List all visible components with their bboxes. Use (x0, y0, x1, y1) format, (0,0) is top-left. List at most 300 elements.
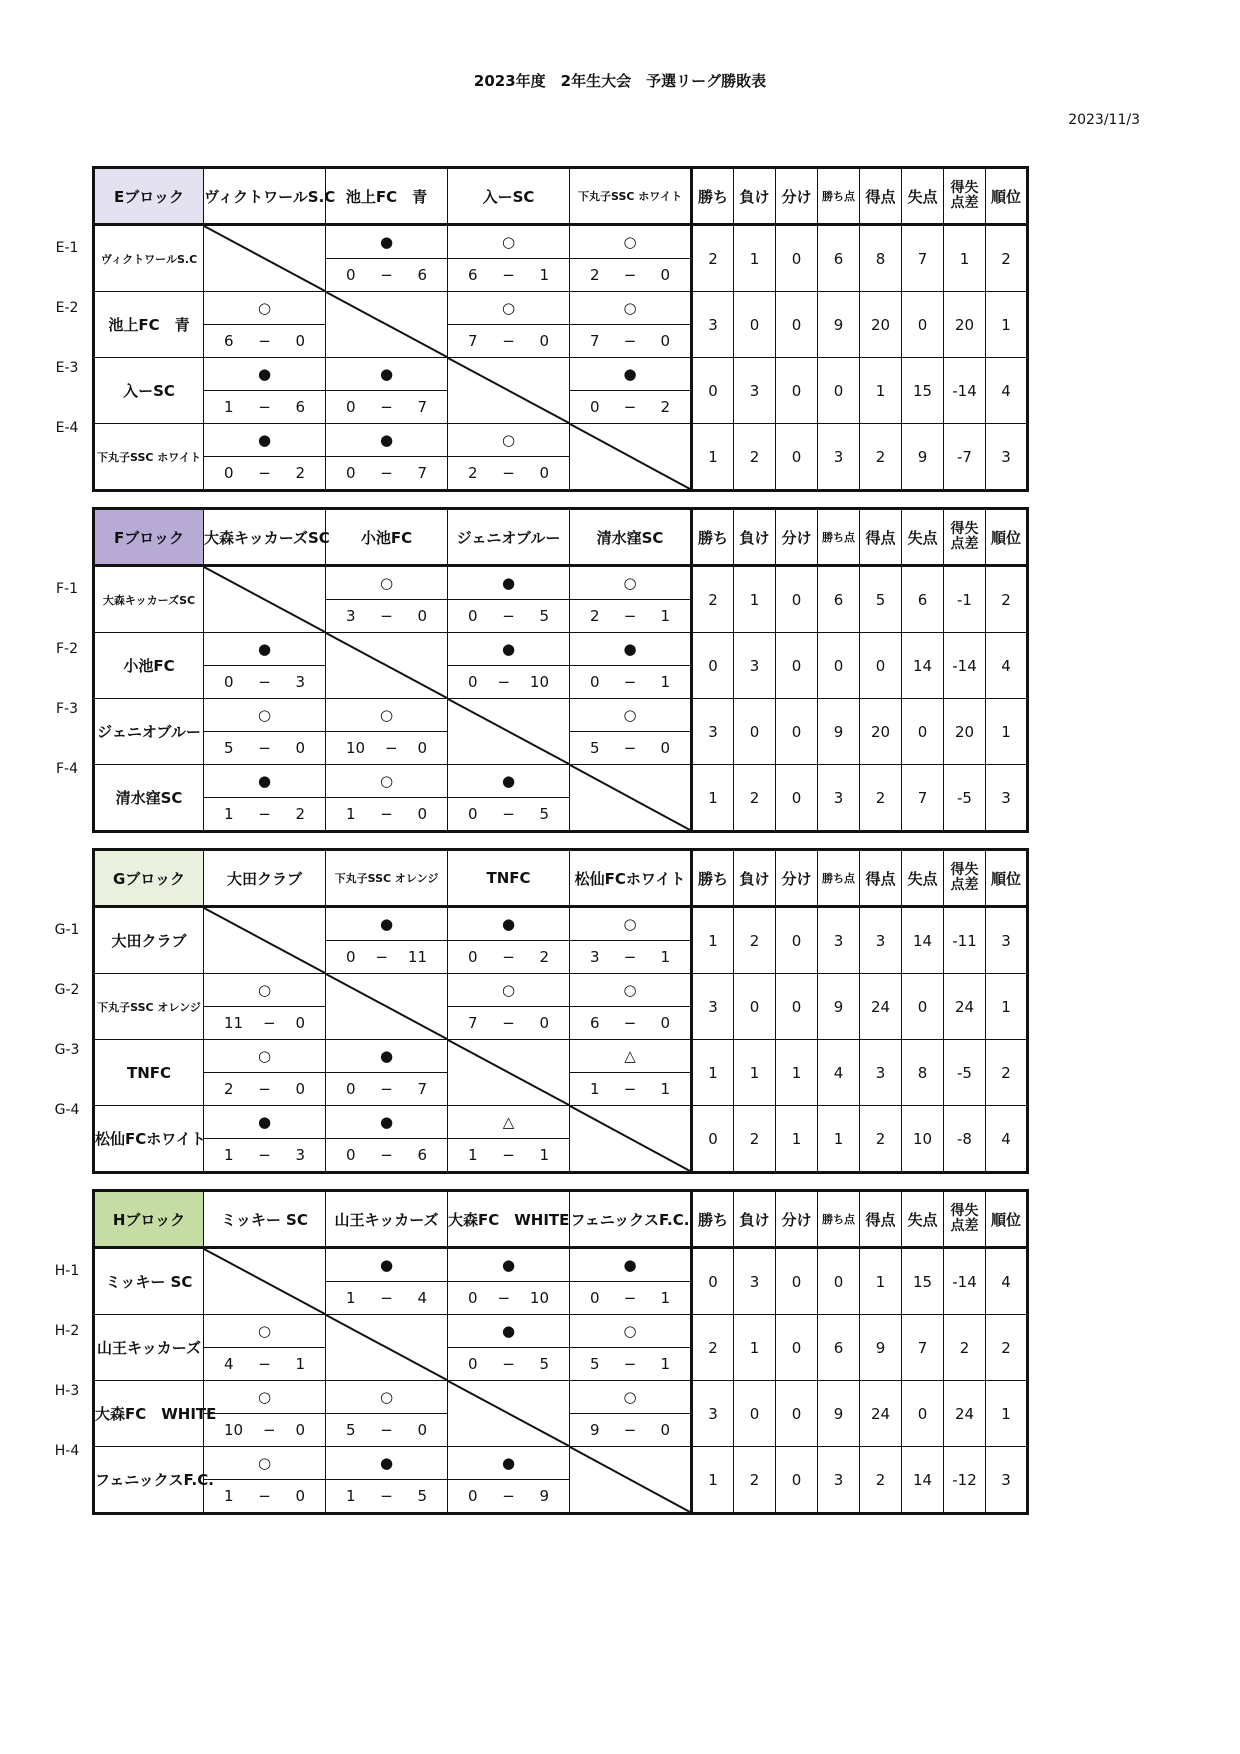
stat-value: 0 (818, 358, 860, 424)
stat-header: 分け (776, 1191, 818, 1248)
stat-value: 20 (860, 699, 902, 765)
stat-header: 勝ち点 (818, 168, 860, 225)
row-team-name: ヴィクトワールS.C (94, 225, 204, 292)
stat-value: 3 (734, 1248, 776, 1315)
stat-value: 4 (986, 633, 1028, 699)
diagonal-cell (448, 358, 570, 424)
score-values (448, 266, 569, 284)
stat-value: 15 (902, 1248, 944, 1315)
score-for: 5 (224, 739, 234, 757)
row-team-name: 小池FC (94, 633, 204, 699)
match-result: ● (326, 358, 448, 391)
stat-value: 0 (860, 633, 902, 699)
team-header: 清水窪SC (570, 509, 692, 566)
match-score (326, 1480, 448, 1514)
match-result: ● (326, 907, 448, 941)
stat-value: 3 (692, 974, 734, 1040)
stat-value: 0 (776, 1248, 818, 1315)
score-against: 0 (539, 332, 549, 350)
score-values (448, 1146, 569, 1164)
row-label: F-2 (55, 641, 78, 657)
match-result: ○ (570, 292, 692, 325)
score-against: 2 (660, 398, 670, 416)
match-score (204, 325, 326, 358)
match-score (448, 325, 570, 358)
team-header: 下丸子SSC オレンジ (326, 850, 448, 907)
score-dash: − (623, 332, 637, 350)
stat-header: 勝ち点 (818, 509, 860, 566)
score-values (326, 805, 447, 823)
score-values (570, 1080, 690, 1098)
stat-header: 失点 (902, 509, 944, 566)
score-for: 1 (224, 1146, 234, 1164)
stat-value: 0 (902, 1381, 944, 1447)
score-for: 1 (224, 1487, 234, 1505)
match-score (326, 798, 448, 832)
score-dash: − (375, 948, 389, 966)
score-dash: − (258, 1080, 271, 1098)
row-label: H-2 (54, 1323, 80, 1339)
score-values (326, 739, 447, 757)
stat-value: 9 (818, 974, 860, 1040)
stat-header: 負け (734, 168, 776, 225)
stat-value: 2 (944, 1315, 986, 1381)
diagonal-cell (326, 292, 448, 358)
row-label: G-2 (54, 982, 80, 998)
stat-value: 0 (776, 633, 818, 699)
score-dash: − (258, 673, 271, 691)
match-score (204, 1073, 326, 1106)
diagonal-cell (326, 974, 448, 1040)
stat-value: 0 (902, 292, 944, 358)
score-values (204, 464, 325, 482)
match-score (326, 732, 448, 765)
score-dash: − (502, 1487, 515, 1505)
score-values (448, 1014, 569, 1032)
score-for: 0 (224, 673, 234, 691)
score-for: 6 (590, 1014, 600, 1032)
score-dash: − (262, 1014, 276, 1032)
stat-value: -5 (944, 765, 986, 832)
stat-value: 9 (902, 424, 944, 491)
match-result: ● (326, 1106, 448, 1139)
stat-value: 3 (692, 1381, 734, 1447)
match-result: ● (326, 1248, 448, 1282)
stat-value: 3 (818, 907, 860, 974)
stat-value: -14 (944, 358, 986, 424)
score-dash: − (623, 607, 637, 625)
score-dash: − (623, 673, 637, 691)
row-team-name: 山王キッカーズ (94, 1315, 204, 1381)
row-label: F-1 (55, 581, 78, 597)
stat-value: 3 (692, 292, 734, 358)
match-result: ○ (570, 907, 692, 941)
match-score (448, 600, 570, 633)
stat-value: 1 (776, 1040, 818, 1106)
league-table (92, 848, 1029, 1174)
match-score (570, 600, 692, 633)
match-score (326, 259, 448, 292)
row-label: H-4 (54, 1443, 80, 1459)
match-result: ○ (326, 765, 448, 798)
score-values (570, 332, 690, 350)
score-for: 1 (224, 398, 234, 416)
score-values (204, 1355, 325, 1373)
score-for: 1 (224, 805, 234, 823)
score-values (204, 1487, 325, 1505)
match-score (204, 732, 326, 765)
stat-value: 1 (986, 699, 1028, 765)
diagonal-cell (204, 566, 326, 633)
match-score (326, 1414, 448, 1447)
stat-value: 0 (902, 974, 944, 1040)
stat-value: 6 (902, 566, 944, 633)
score-against: 6 (295, 398, 305, 416)
diagonal-cell (204, 907, 326, 974)
stat-header: 得点 (860, 509, 902, 566)
stat-value: 0 (776, 424, 818, 491)
score-dash: − (623, 1421, 637, 1439)
stat-header: 得点 (860, 850, 902, 907)
stat-value: 2 (692, 566, 734, 633)
stat-header: 負け (734, 850, 776, 907)
score-against: 1 (660, 948, 670, 966)
score-dash: − (380, 1421, 393, 1439)
stat-header: 分け (776, 168, 818, 225)
score-dash: − (502, 266, 515, 284)
score-dash: − (380, 805, 393, 823)
stat-value: 2 (860, 424, 902, 491)
score-against: 1 (660, 673, 670, 691)
match-score (448, 457, 570, 491)
stat-header: 順位 (986, 168, 1028, 225)
row-team-name: フェニックスF.C. (94, 1447, 204, 1514)
score-values (570, 398, 690, 416)
score-values (570, 266, 690, 284)
match-score (204, 1480, 326, 1514)
score-for: 0 (346, 1080, 356, 1098)
score-dash: − (380, 607, 393, 625)
score-against: 0 (539, 464, 549, 482)
match-score (448, 941, 570, 974)
stat-value: 0 (902, 699, 944, 765)
score-values (204, 398, 325, 416)
stat-value: 1 (692, 765, 734, 832)
row-label: H-1 (54, 1263, 80, 1279)
score-against: 2 (539, 948, 549, 966)
score-dash: − (380, 1487, 393, 1505)
score-for: 0 (346, 464, 356, 482)
match-result: ○ (204, 1447, 326, 1480)
score-dash: − (258, 464, 271, 482)
stat-value: 0 (692, 1248, 734, 1315)
score-for: 3 (590, 948, 600, 966)
score-values (448, 805, 569, 823)
score-against: 5 (539, 1355, 549, 1373)
stat-header: 勝ち (692, 509, 734, 566)
score-dash: − (623, 398, 637, 416)
stat-header: 勝ち点 (818, 1191, 860, 1248)
score-against: 10 (529, 673, 549, 691)
score-against: 7 (417, 398, 427, 416)
stat-header: 失点 (902, 1191, 944, 1248)
match-score (326, 1282, 448, 1315)
stat-value: 2 (734, 1106, 776, 1173)
stat-value: 1 (734, 225, 776, 292)
match-score (570, 666, 692, 699)
match-result: ● (448, 633, 570, 666)
match-result: ● (204, 358, 326, 391)
stat-header: 得点 (860, 1191, 902, 1248)
match-score (448, 1282, 570, 1315)
score-against: 3 (295, 673, 305, 691)
match-score (204, 1139, 326, 1173)
score-for: 2 (468, 464, 478, 482)
score-values (326, 948, 447, 966)
stat-value: 10 (902, 1106, 944, 1173)
match-score (204, 798, 326, 832)
score-dash: − (258, 332, 271, 350)
stat-value: 2 (986, 1315, 1028, 1381)
score-for: 1 (468, 1146, 478, 1164)
score-for: 0 (224, 464, 234, 482)
match-result: ○ (570, 1381, 692, 1414)
match-score (448, 1348, 570, 1381)
stat-value: 1 (734, 566, 776, 633)
score-values (448, 948, 569, 966)
score-dash: − (258, 398, 271, 416)
score-against: 1 (539, 266, 549, 284)
stat-value: -12 (944, 1447, 986, 1514)
match-score (570, 325, 692, 358)
stat-value: -7 (944, 424, 986, 491)
score-dash: − (497, 673, 511, 691)
stat-value: 1 (776, 1106, 818, 1173)
score-for: 9 (590, 1421, 600, 1439)
score-dash: − (623, 1014, 637, 1032)
block-name: Hブロック (94, 1191, 204, 1248)
match-score (326, 1139, 448, 1173)
score-dash: − (623, 266, 637, 284)
row-label: G-1 (54, 922, 80, 938)
score-values (570, 948, 690, 966)
stat-value: 1 (944, 225, 986, 292)
score-for: 2 (224, 1080, 234, 1098)
stat-value: 4 (986, 1248, 1028, 1315)
match-result: ● (326, 424, 448, 457)
match-result: ● (204, 424, 326, 457)
row-team-name: 大田クラブ (94, 907, 204, 974)
stat-value: -14 (944, 633, 986, 699)
score-dash: − (502, 1146, 515, 1164)
row-label: F-4 (55, 761, 78, 777)
diagonal-cell (204, 225, 326, 292)
score-against: 6 (417, 266, 427, 284)
match-result: ○ (570, 1315, 692, 1348)
stat-value: 0 (734, 699, 776, 765)
diagonal-cell (326, 1315, 448, 1381)
score-against: 0 (295, 1487, 305, 1505)
score-dash: − (623, 1355, 637, 1373)
stat-value: 6 (818, 225, 860, 292)
score-for: 4 (224, 1355, 234, 1373)
team-header: 大森キッカーズSC (204, 509, 326, 566)
stat-value: 1 (986, 292, 1028, 358)
stat-value: 24 (944, 1381, 986, 1447)
match-result: ● (448, 765, 570, 798)
score-for: 1 (346, 805, 356, 823)
match-result: ○ (204, 1381, 326, 1414)
score-for: 0 (468, 805, 478, 823)
match-result: ● (326, 225, 448, 259)
match-result: ● (204, 1106, 326, 1139)
score-values (204, 739, 325, 757)
team-header: 山王キッカーズ (326, 1191, 448, 1248)
stat-value: 9 (860, 1315, 902, 1381)
row-label: E-1 (55, 240, 79, 256)
score-dash: − (258, 1487, 271, 1505)
match-result: ○ (570, 566, 692, 600)
score-against: 0 (295, 1421, 305, 1439)
score-dash: − (502, 464, 515, 482)
match-score (326, 457, 448, 491)
score-against: 1 (660, 607, 670, 625)
score-dash: − (258, 1355, 271, 1373)
score-dash: − (258, 805, 271, 823)
stat-value: 4 (986, 1106, 1028, 1173)
score-against: 0 (660, 332, 670, 350)
stat-value: 7 (902, 765, 944, 832)
stat-header: 失点 (902, 168, 944, 225)
score-for: 1 (346, 1289, 356, 1307)
match-score (448, 666, 570, 699)
match-result: ○ (570, 974, 692, 1007)
diagonal-cell (570, 424, 692, 491)
match-result: ○ (448, 292, 570, 325)
stat-value: 7 (902, 225, 944, 292)
score-dash: − (380, 1080, 393, 1098)
match-score (570, 1282, 692, 1315)
score-for: 7 (468, 332, 478, 350)
diagonal-cell (448, 699, 570, 765)
row-team-name: 池上FC 青 (94, 292, 204, 358)
league-table (92, 1189, 1029, 1515)
score-against: 0 (417, 739, 427, 757)
stat-header: 勝ち点 (818, 850, 860, 907)
score-dash: − (384, 739, 398, 757)
row-label: G-3 (54, 1042, 80, 1058)
stat-value: 0 (776, 907, 818, 974)
score-values (326, 1080, 447, 1098)
score-values (326, 266, 447, 284)
match-result: ○ (448, 225, 570, 259)
stat-value: 0 (692, 633, 734, 699)
team-header: ミッキー SC (204, 1191, 326, 1248)
date: 2023/11/3 (1068, 112, 1140, 128)
score-against: 2 (295, 464, 305, 482)
stat-value: -8 (944, 1106, 986, 1173)
match-score (204, 457, 326, 491)
score-values (570, 1014, 690, 1032)
row-team-name: 下丸子SSC オレンジ (94, 974, 204, 1040)
row-label: E-3 (55, 360, 79, 376)
stat-value: 2 (860, 1106, 902, 1173)
stat-value: 1 (986, 974, 1028, 1040)
score-for: 1 (590, 1080, 600, 1098)
score-values (448, 607, 569, 625)
score-for: 0 (346, 266, 356, 284)
row-team-name: 大森キッカーズSC (94, 566, 204, 633)
stat-value: 0 (818, 1248, 860, 1315)
match-score (204, 391, 326, 424)
match-score (570, 391, 692, 424)
match-result: ○ (326, 566, 448, 600)
score-values (570, 1355, 690, 1373)
stat-value: 3 (818, 765, 860, 832)
score-against: 2 (295, 805, 305, 823)
stat-value: 20 (944, 292, 986, 358)
stat-value: 0 (776, 1447, 818, 1514)
score-dash: − (380, 464, 393, 482)
league-table (92, 507, 1029, 833)
score-for: 0 (468, 673, 478, 691)
score-dash: − (262, 1421, 276, 1439)
stat-header: 勝ち (692, 168, 734, 225)
stat-value: 2 (860, 1447, 902, 1514)
score-against: 0 (417, 1421, 427, 1439)
match-result: ○ (326, 1381, 448, 1414)
score-values (448, 1289, 569, 1307)
stat-value: -5 (944, 1040, 986, 1106)
score-against: 4 (417, 1289, 427, 1307)
match-result: ● (570, 1248, 692, 1282)
stat-value: 0 (776, 566, 818, 633)
stat-header: 得点 (860, 168, 902, 225)
stat-header: 分け (776, 850, 818, 907)
score-against: 0 (417, 607, 427, 625)
score-for: 0 (346, 398, 356, 416)
score-for: 7 (468, 1014, 478, 1032)
score-for: 10 (224, 1421, 244, 1439)
stat-value: 1 (734, 1040, 776, 1106)
score-against: 0 (417, 805, 427, 823)
match-score (326, 1073, 448, 1106)
score-for: 0 (346, 948, 356, 966)
stat-value: 14 (902, 1447, 944, 1514)
stat-header: 分け (776, 509, 818, 566)
score-dash: − (502, 805, 515, 823)
stat-value: 2 (986, 1040, 1028, 1106)
score-values (448, 332, 569, 350)
stat-value: 0 (776, 225, 818, 292)
match-score (570, 941, 692, 974)
stat-header: 順位 (986, 509, 1028, 566)
stat-value: 0 (776, 358, 818, 424)
score-against: 1 (660, 1355, 670, 1373)
diagonal-cell (570, 765, 692, 832)
stat-header: 失点 (902, 850, 944, 907)
score-dash: − (380, 1146, 393, 1164)
score-against: 5 (539, 805, 549, 823)
stat-value: 1 (692, 1040, 734, 1106)
stat-value: 1 (692, 1447, 734, 1514)
stat-header: 順位 (986, 850, 1028, 907)
stat-value: 1 (734, 1315, 776, 1381)
score-values (204, 673, 325, 691)
stat-value: 3 (986, 1447, 1028, 1514)
stat-value: 2 (986, 225, 1028, 292)
row-label: E-4 (55, 420, 79, 436)
